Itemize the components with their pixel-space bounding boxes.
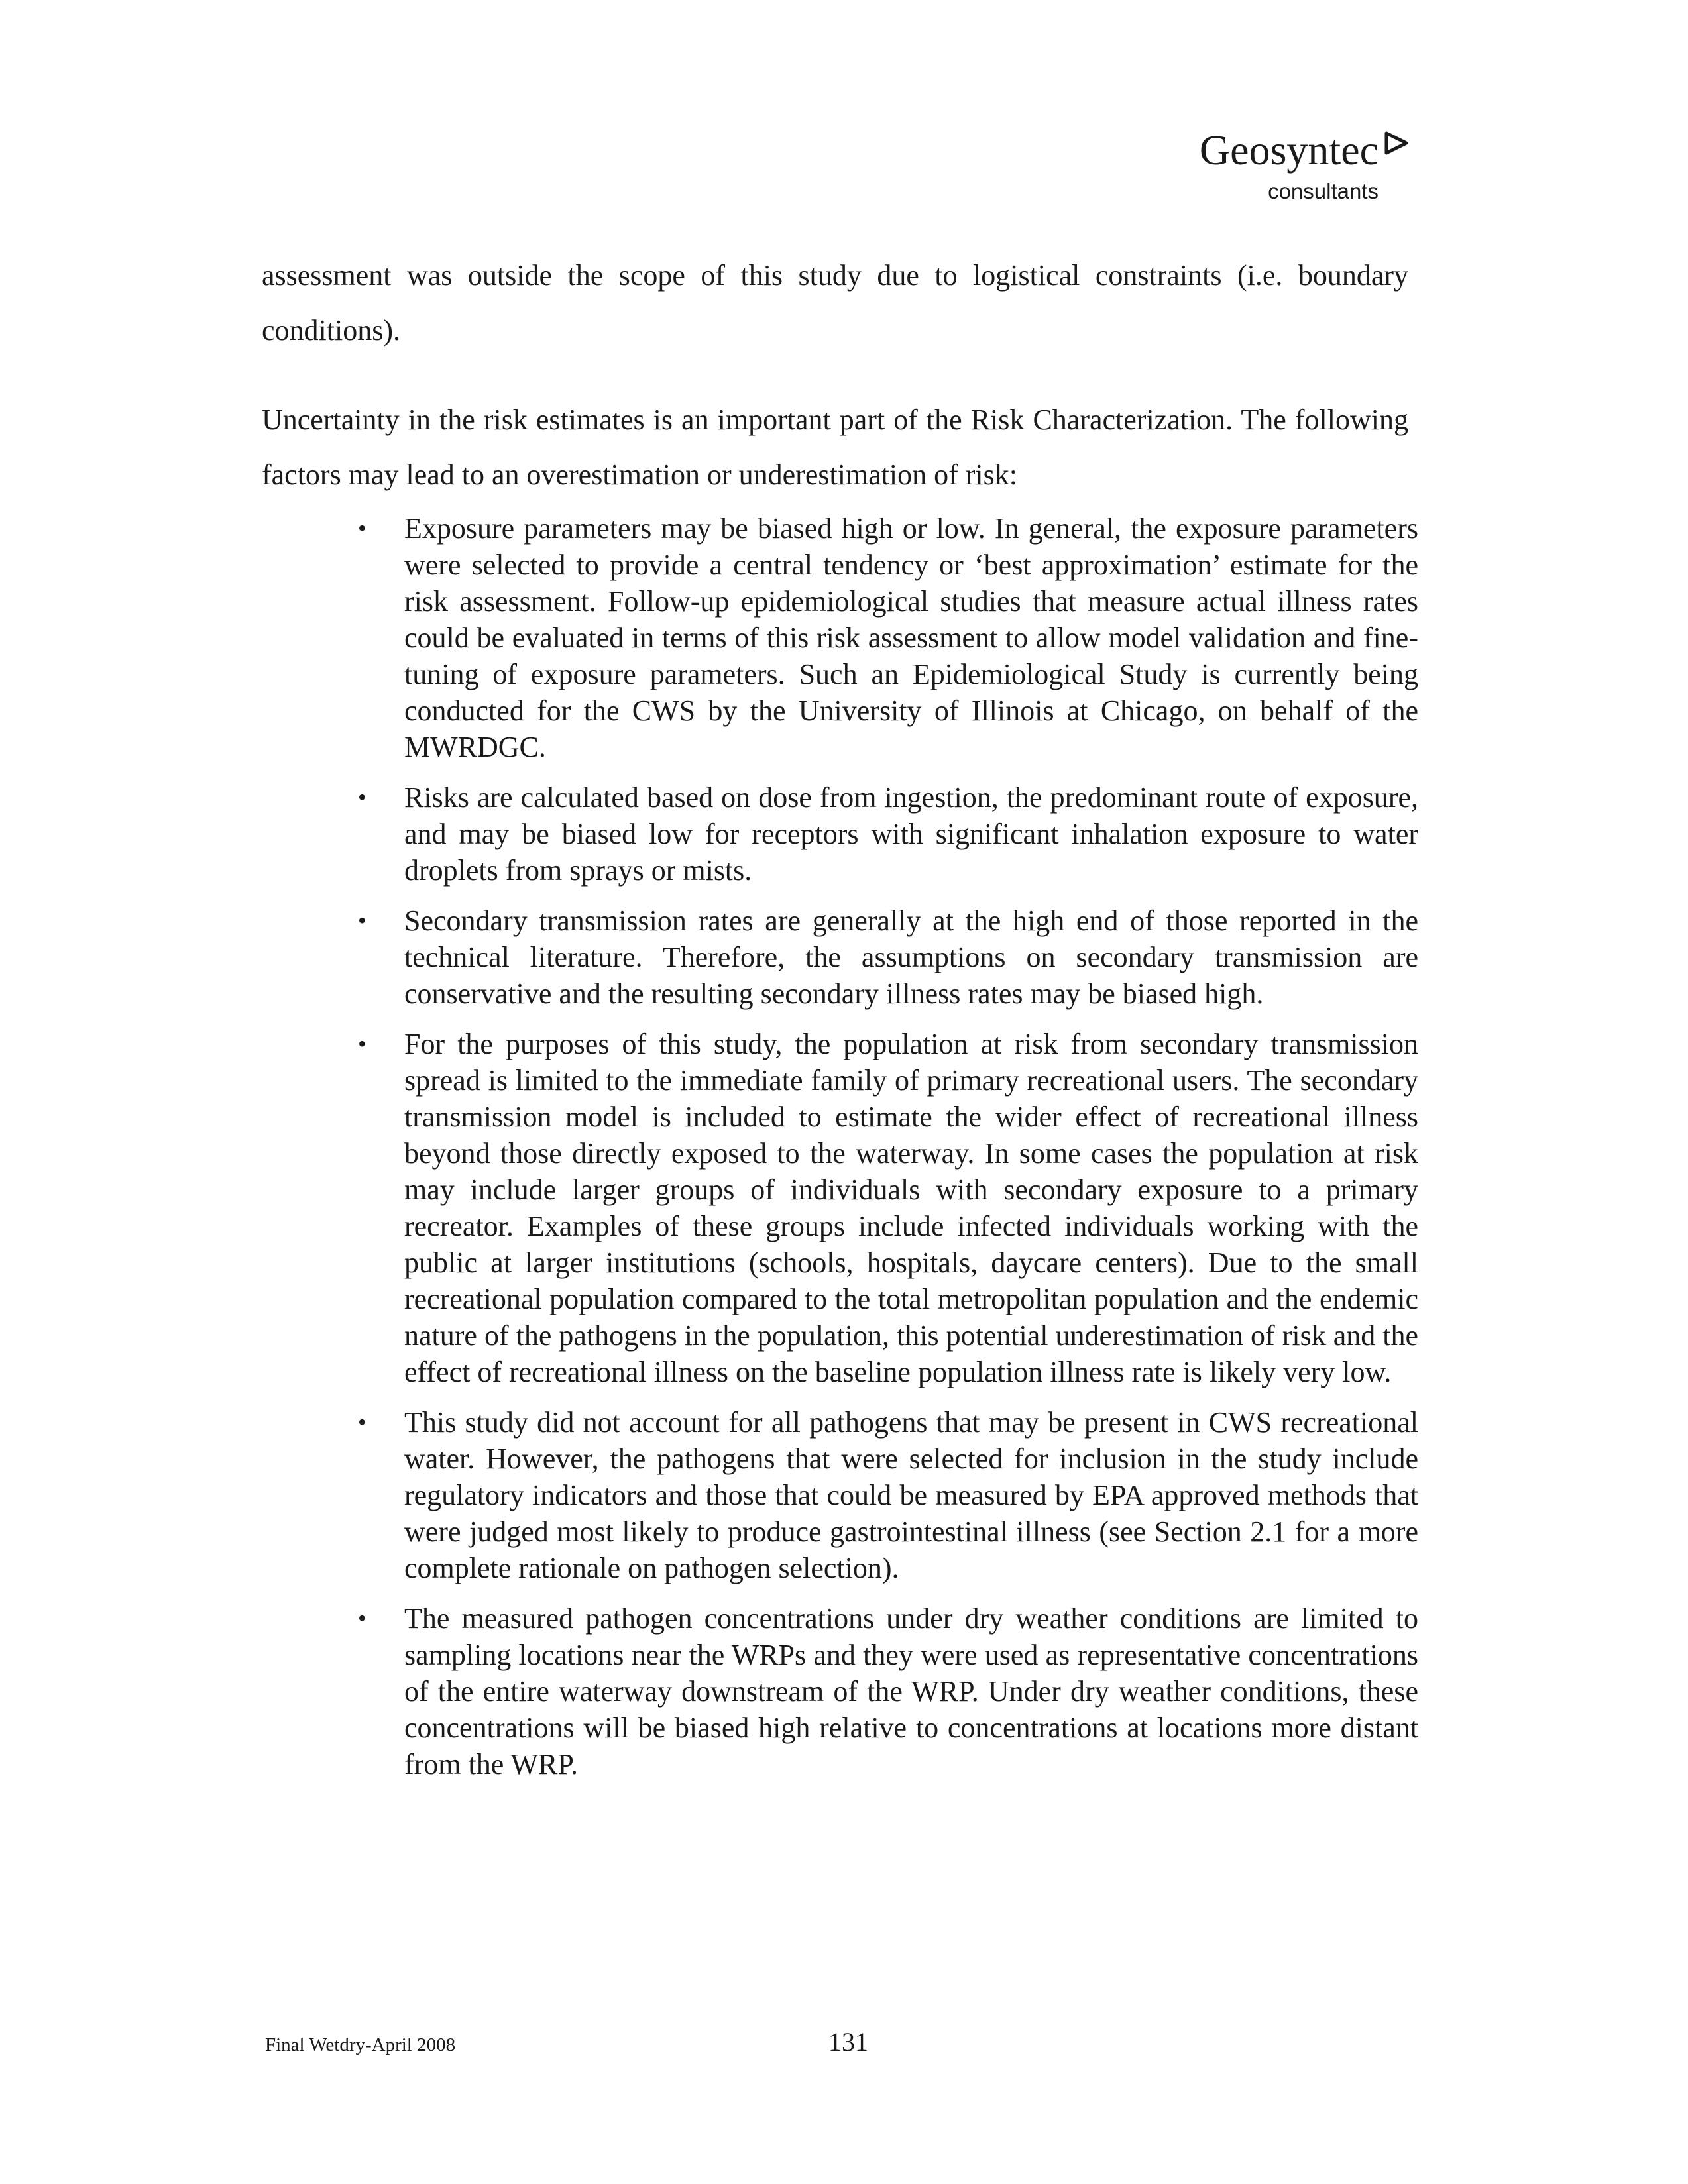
list-item-text: For the purposes of this study, the population at risk from secondary transmission spread is limited to the immediate family of primary recreational users. The secondary transmission model is included to estimate the wider effect of recreational illness beyond those directly exposed to the waterway. In some cases the population at risk may include larger groups of individuals with secondary exposure to a primary recreator. Examples of these groups include infected individuals working with the public at larger institutions (schools, hospitals, daycare centers). Due to the small recreational population compared to the total metropolitan population and the endemic nature of the pathogens in the population, this potential underestimation of risk and the effect of recreational illness on the baseline population illness rate is likely very low. [404, 1028, 1418, 1388]
list-item-text: Exposure parameters may be biased high or low. In general, the exposure parameters were selected to provide a central tendency or ‘best approximation’ estimate for the risk assessment. Follow-up epidemiological studies that measure actual illness rates could be evaluated in terms of this risk assessment to allow model validation and fine-tuning of exposure parameters. Such an Epidemiological Study is currently being conducted for the CWS by the University of Illinois at Chicago, on behalf of the MWRDGC. [404, 512, 1418, 763]
list-item [358, 510, 1418, 765]
bullet-icon: • [358, 515, 366, 541]
list-item-text: The measured pathogen concentrations under dry weather conditions are limited to sampling locations near the WRPs and they were used as representative concentrations of the entire waterway downstream of the WRP. Under dry weather conditions, these concentrations will be biased high relative to concentrations at locations more distant from the WRP. [404, 1602, 1418, 1780]
logo-wordmark: Geosyntec [1199, 127, 1379, 174]
list-item [358, 1026, 1418, 1390]
bullet-icon: • [358, 1030, 366, 1057]
list-item-text: Secondary transmission rates are generally at the high end of those reported in the technical literature. Therefore, the assumptions on secondary transmission are conservative and the resulting secondary illness rates may be biased high. [404, 904, 1418, 1010]
bullet-icon: • [358, 1409, 366, 1435]
list-item [358, 779, 1418, 889]
list-item-text: Risks are calculated based on dose from ingestion, the predominant route of exposure, and may be biased low for receptors with significant inhalation exposure to water droplets from sprays or mists. [404, 781, 1418, 887]
uncertainty-factor-list [358, 510, 1418, 1796]
list-item-text: This study did not account for all pathogens that may be present in CWS recreational water. However, the pathogens that were selected for inclusion in the study include regulatory indicators and those that could be measured by EPA approved methods that were judged most likely to produce gastrointestinal illness (see Section 2.1 for a more complete rationale on pathogen selection). [404, 1406, 1418, 1584]
triangle-outline-icon [1382, 131, 1409, 155]
list-item [358, 902, 1418, 1012]
footer-document-label: Final Wetdry-April 2008 [265, 2034, 456, 2055]
logo-subtitle: consultants [1268, 179, 1379, 203]
bullet-icon: • [358, 1605, 366, 1631]
list-item [358, 1600, 1418, 1782]
bullet-icon: • [358, 907, 366, 934]
list-item [358, 1404, 1418, 1586]
page-number: 131 [828, 2027, 868, 2057]
body-paragraph-uncertainty: Uncertainty in the risk estimates is an important part of the Risk Characterization. The following factors may lead to an overestimation or underestimation of risk: [262, 404, 1408, 491]
bullet-icon: • [358, 784, 366, 810]
body-paragraph-continued: assessment was outside the scope of this study due to logistical constraints (i.e. boundary conditions). [262, 259, 1408, 347]
company-logo [1127, 126, 1418, 212]
